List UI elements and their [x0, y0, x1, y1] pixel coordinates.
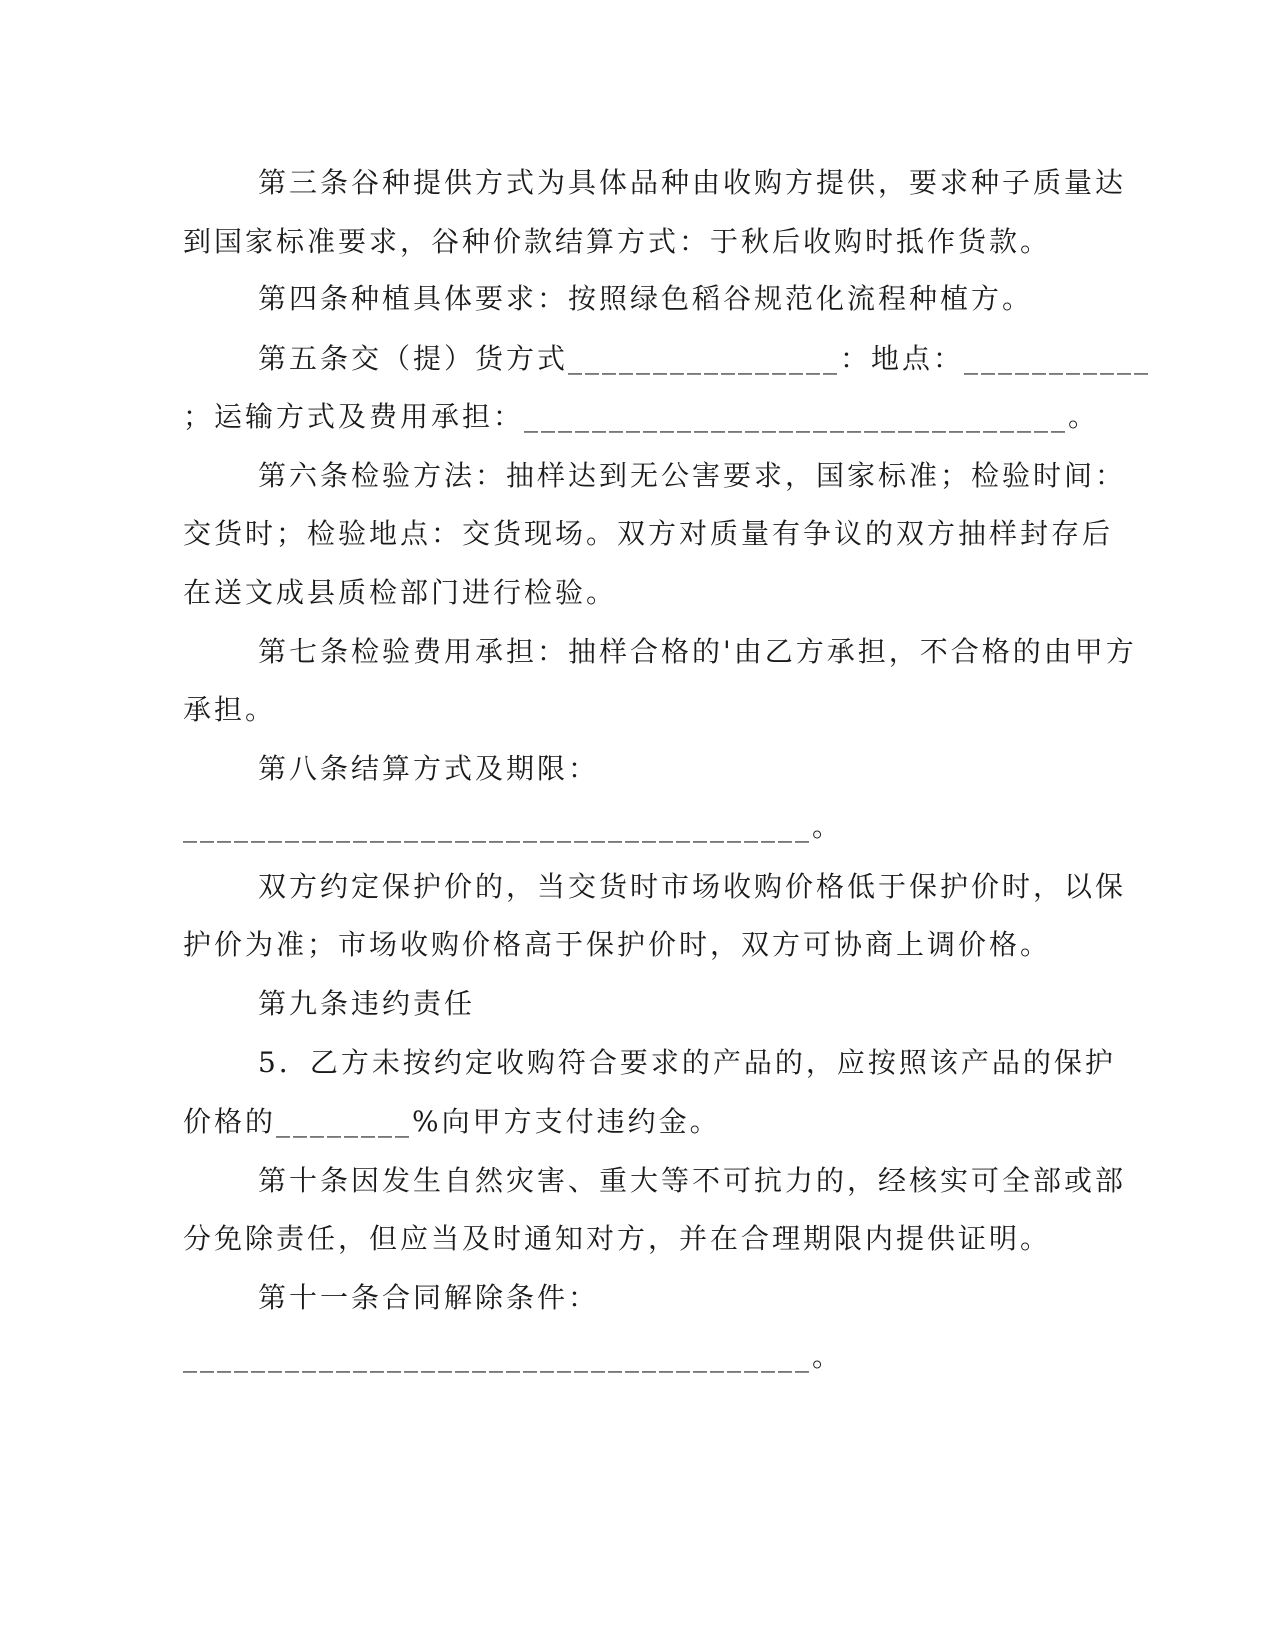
- paragraph-line: 到国家标准要求，谷种价款结算方式：于秋后收购时抵作货款。: [183, 225, 1052, 258]
- paragraph-line: 5．乙方未按约定收购符合要求的产品的，应按照该产品的保护: [258, 1046, 1116, 1079]
- paragraph-line: 分免除责任，但应当及时通知对方，并在合理期限内提供证明。: [183, 1222, 1052, 1255]
- blank-fill-line: _____________________________________。: [183, 1340, 844, 1373]
- paragraph-line: 护价为准；市场收购价格高于保护价时，双方可协商上调价格。: [183, 928, 1052, 961]
- paragraph-line: 第三条谷种提供方式为具体品种由收购方提供，要求种子质量达: [258, 166, 1127, 199]
- paragraph-line: 交货时；检验地点：交货现场。双方对质量有争议的双方抽样封存后: [183, 517, 1114, 550]
- paragraph-line: 双方约定保护价的，当交货时市场收购价格低于保护价时，以保: [258, 870, 1127, 903]
- paragraph-line: 第九条违约责任: [258, 987, 476, 1020]
- paragraph-line: 第八条结算方式及期限：: [258, 752, 600, 785]
- paragraph-line: 在送文成县质检部门进行检验。: [183, 576, 618, 609]
- paragraph-line: 第七条检验费用承担：抽样合格的'由乙方承担，不合格的由甲方: [258, 635, 1137, 668]
- paragraph-line: 价格的________%向甲方支付违约金。: [183, 1105, 721, 1138]
- paragraph-line: 第十一条合同解除条件：: [258, 1281, 600, 1314]
- paragraph-line: 第四条种植具体要求：按照绿色稻谷规范化流程种植方。: [258, 282, 1034, 315]
- paragraph-line: 第十条因发生自然灾害、重大等不可抗力的，经核实可全部或部: [258, 1164, 1127, 1197]
- blank-fill-line: _____________________________________。: [183, 810, 844, 843]
- paragraph-line: 第五条交（提）货方式________________：地点：___________: [258, 342, 1152, 375]
- paragraph-line: 第六条检验方法：抽样达到无公害要求，国家标准；检验时间：: [258, 459, 1127, 492]
- paragraph-line: ；运输方式及费用承担：________________________________。: [183, 400, 1100, 433]
- paragraph-line: 承担。: [183, 693, 277, 726]
